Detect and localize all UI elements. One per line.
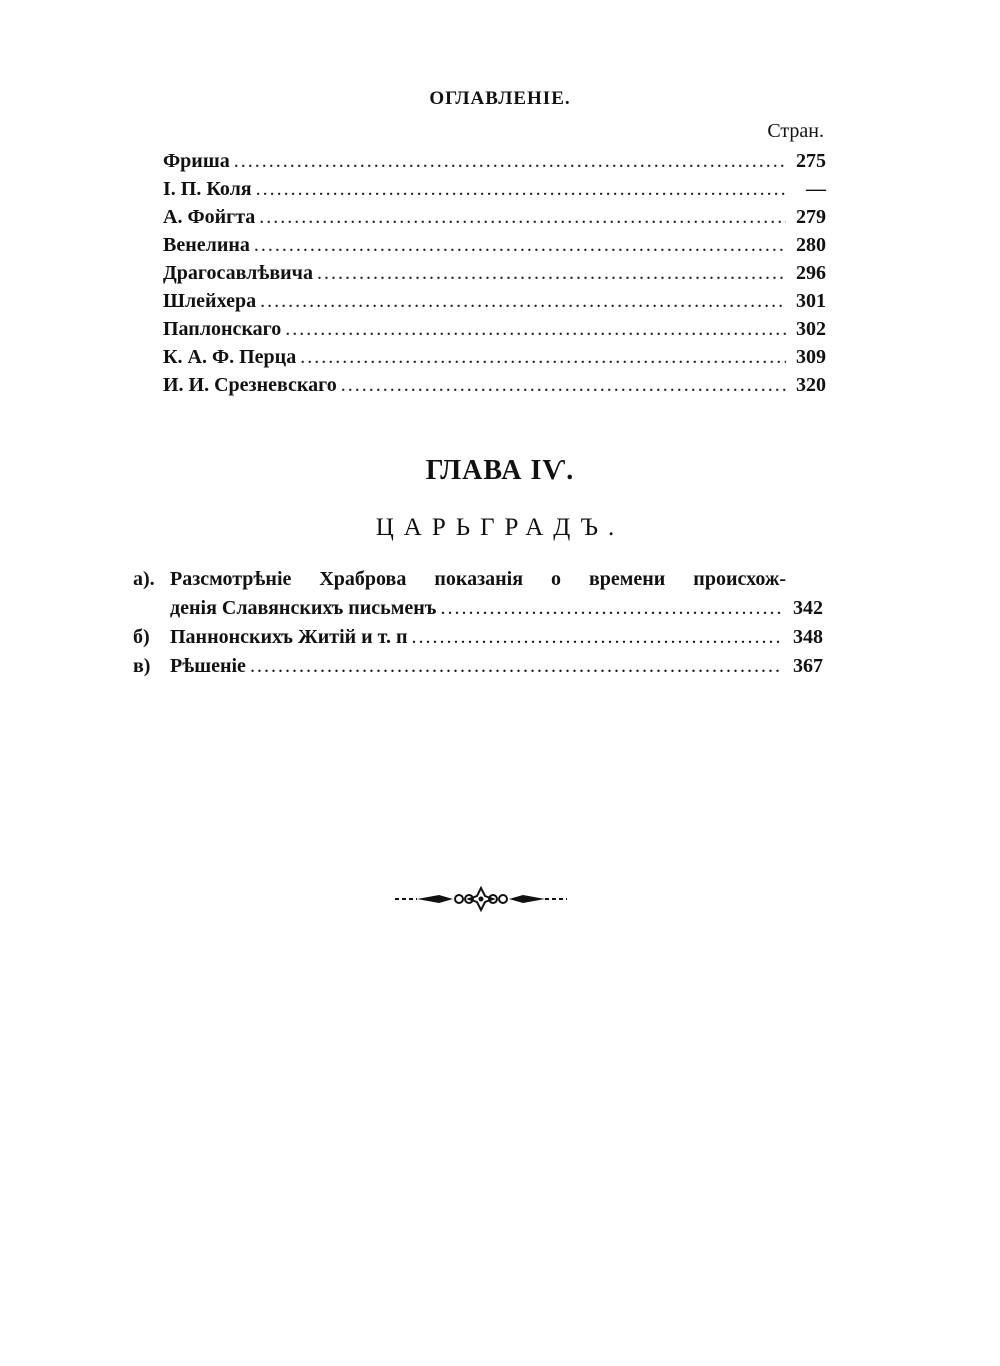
toc-entry-page: 301	[796, 290, 826, 312]
section-list	[133, 568, 823, 684]
toc-entry-page: —	[806, 178, 826, 200]
section-title-line1: Разсмотрѣніе Храброва показанія о времени происхож-	[170, 568, 786, 590]
page-heading: ОГЛАВЛЕНІЕ.	[429, 88, 571, 109]
section-marker: в)	[133, 655, 151, 677]
toc-entry	[163, 234, 826, 262]
dot-leader	[254, 234, 786, 257]
toc-entry-title: Шлейхера	[163, 290, 257, 312]
toc-entry	[163, 318, 826, 346]
section-title: Паннонскихъ Житій и т. п	[170, 626, 408, 648]
toc-entry-title: К. А. Ф. Перца	[163, 346, 297, 368]
section-page: 342	[793, 597, 823, 619]
toc-entry-page: 279	[796, 206, 826, 228]
toc-entry-page: 320	[796, 374, 826, 396]
dot-leader	[234, 150, 786, 173]
toc-entry-page: 296	[796, 262, 826, 284]
dot-leader	[317, 262, 786, 285]
section-marker: а).	[133, 568, 155, 590]
toc-entry	[163, 374, 826, 402]
toc-entry-page: 309	[796, 346, 826, 368]
section-title-line2: денія Славянскихъ письменъ	[170, 597, 437, 619]
toc-entry-title: І. П. Коля	[163, 178, 252, 200]
section-page: 367	[793, 655, 823, 677]
toc-entry	[163, 178, 826, 206]
toc-entry-title: Венелина	[163, 234, 250, 256]
decorative-rule-icon	[395, 884, 567, 914]
dot-leader	[412, 626, 783, 649]
dot-leader	[259, 206, 786, 229]
section-page: 348	[793, 626, 823, 648]
dot-leader	[341, 374, 786, 397]
section-entry	[133, 626, 823, 655]
toc-entry-page: 275	[796, 150, 826, 172]
section-entry	[133, 655, 823, 684]
dot-leader	[256, 178, 786, 201]
dot-leader	[285, 318, 786, 341]
section-title: Рѣшеніе	[170, 655, 246, 677]
dot-leader	[260, 290, 786, 313]
toc-entry	[163, 262, 826, 290]
toc-list	[163, 150, 826, 402]
dot-leader	[440, 597, 783, 620]
toc-entry-page: 302	[796, 318, 826, 340]
toc-entry-title: И. И. Срезневскаго	[163, 374, 337, 396]
toc-entry-title: Фриша	[163, 150, 230, 172]
toc-entry	[163, 150, 826, 178]
section-entry	[133, 568, 823, 597]
toc-entry-title: Паплонскаго	[163, 318, 282, 340]
page-column-label: Стран.	[767, 120, 824, 142]
toc-entry-page: 280	[796, 234, 826, 256]
section-entry-continuation	[133, 597, 823, 626]
toc-entry	[163, 290, 826, 318]
section-marker: б)	[133, 626, 150, 648]
toc-entry-title: Драгосавлѣвича	[163, 262, 313, 284]
toc-entry	[163, 346, 826, 374]
toc-entry-title: А. Фойгта	[163, 206, 256, 228]
chapter-title: ЦАРЬГРАДЪ.	[375, 514, 625, 541]
dot-leader	[250, 655, 783, 678]
chapter-heading: ГЛАВА ІѴ.	[425, 455, 575, 486]
dot-leader	[300, 346, 786, 369]
toc-entry	[163, 206, 826, 234]
